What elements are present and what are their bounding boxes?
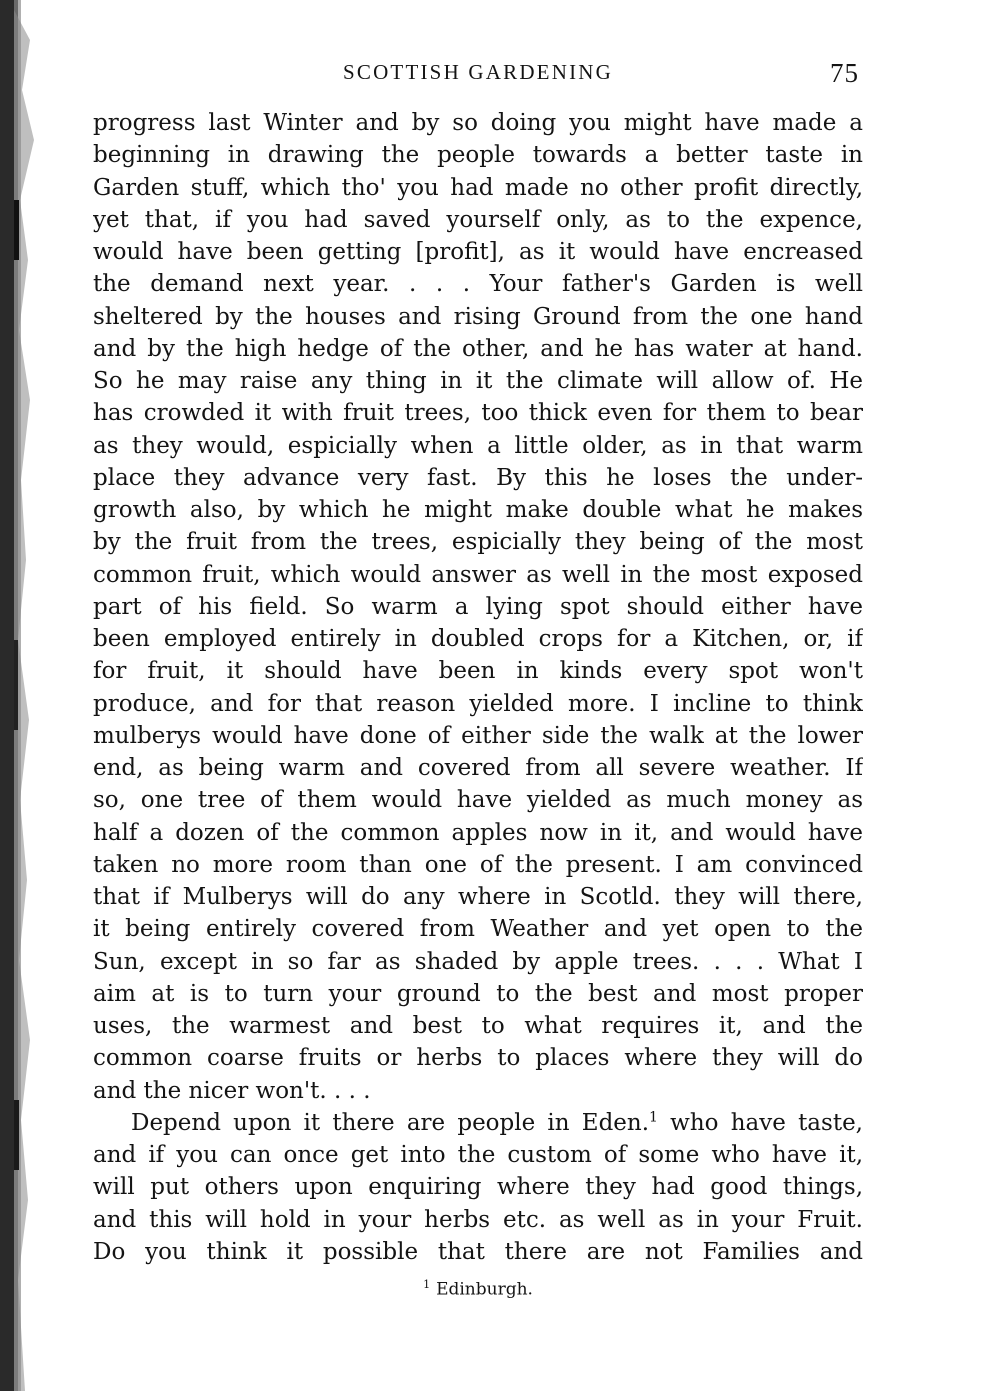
- text-line: progress last Winter and by so doing you might have made a: [93, 110, 863, 136]
- text-line: it being entirely covered from Weather and yet open to the: [93, 916, 863, 943]
- text-line: as they would, espicially when a little older, as in that warm: [93, 432, 863, 459]
- text-line: part of his field. So warm a lying spot should either have: [93, 593, 863, 620]
- text-line: end, as being warm and covered from all severe weather. If: [93, 755, 863, 781]
- binding-edge-shadow: [0, 0, 40, 1391]
- text-line: yet that, if you had saved yourself only, as to the expence,: [93, 206, 863, 233]
- text-line: so, one tree of them would have yielded as much money as: [93, 787, 863, 814]
- text-line: produce, and for that reason yielded more. I incline to think: [93, 690, 863, 717]
- text-line: place they advance very fast. By this he loses the under-: [93, 464, 863, 491]
- text-line: beginning in drawing the people towards a better taste in: [93, 142, 863, 169]
- text-line: that if Mulberys will do any where in Scotld. they will there,: [93, 884, 863, 910]
- footnote-marker: 1: [423, 1278, 431, 1291]
- running-title: SCOTTISH GARDENING: [342, 60, 613, 84]
- text-line: Garden stuff, which tho' you had made no other profit directly,: [93, 174, 863, 201]
- text-line: Sun, except in so far as shaded by apple trees. . . . What I: [93, 948, 863, 975]
- text-line: and by the high hedge of the other, and he has water at hand.: [93, 335, 863, 362]
- text-line: growth also, by which he might make double what he makes: [93, 497, 863, 523]
- text-line: the demand next year. . . . Your father's Garden is well: [93, 271, 863, 298]
- text-line: and if you can once get into the custom of some who have it,: [93, 1142, 863, 1168]
- text-line: by the fruit from the trees, espicially they being of the most: [93, 529, 863, 556]
- footnote-reference: 1: [649, 1109, 658, 1126]
- text-line: common coarse fruits or herbs to places where they will do: [93, 1045, 863, 1072]
- text-line: for fruit, it should have been in kinds every spot won't: [93, 658, 863, 685]
- text-line: been employed entirely in doubled crops for a Kitchen, or, if: [93, 626, 863, 652]
- page-number: 75: [830, 58, 859, 88]
- text-line: aim at is to turn your ground to the best and most proper: [93, 980, 863, 1007]
- text-line: will put others upon enquiring where they had good things,: [93, 1174, 863, 1201]
- text-line: taken no more room than one of the present. I am convinced: [93, 851, 863, 878]
- running-head: [93, 58, 863, 88]
- footnote-text: Edinburgh.: [436, 1279, 533, 1300]
- text-line: has crowded it with fruit trees, too thick even for them to bear: [93, 400, 863, 427]
- text-line: would have been getting [profit], as it would have encreased: [93, 239, 863, 265]
- text-line: and the nicer won't. . . .: [93, 1077, 371, 1104]
- text-line: uses, the warmest and best to what requires it, and the: [93, 1013, 863, 1039]
- text-fragment: who have taste,: [657, 1109, 863, 1136]
- text-line: and this will hold in your herbs etc. as well as in your Fruit.: [93, 1206, 863, 1233]
- text-line: So he may raise any thing in it the climate will allow of. He: [93, 368, 863, 394]
- footnote: [93, 1278, 863, 1300]
- text-line: mulberys would have done of either side the walk at the lower: [93, 722, 863, 749]
- text-fragment: Depend upon it there are people in Eden.: [131, 1109, 650, 1136]
- text-line-with-footnote-ref: [93, 1107, 863, 1139]
- text-line: sheltered by the houses and rising Ground from the one hand: [93, 303, 863, 330]
- text-line: Do you think it possible that there are not Families and: [93, 1238, 863, 1265]
- text-line: common fruit, which would answer as well in the most exposed: [93, 561, 863, 588]
- text-line: half a dozen of the common apples now in it, and would have: [93, 819, 863, 846]
- body-text: [93, 107, 863, 1268]
